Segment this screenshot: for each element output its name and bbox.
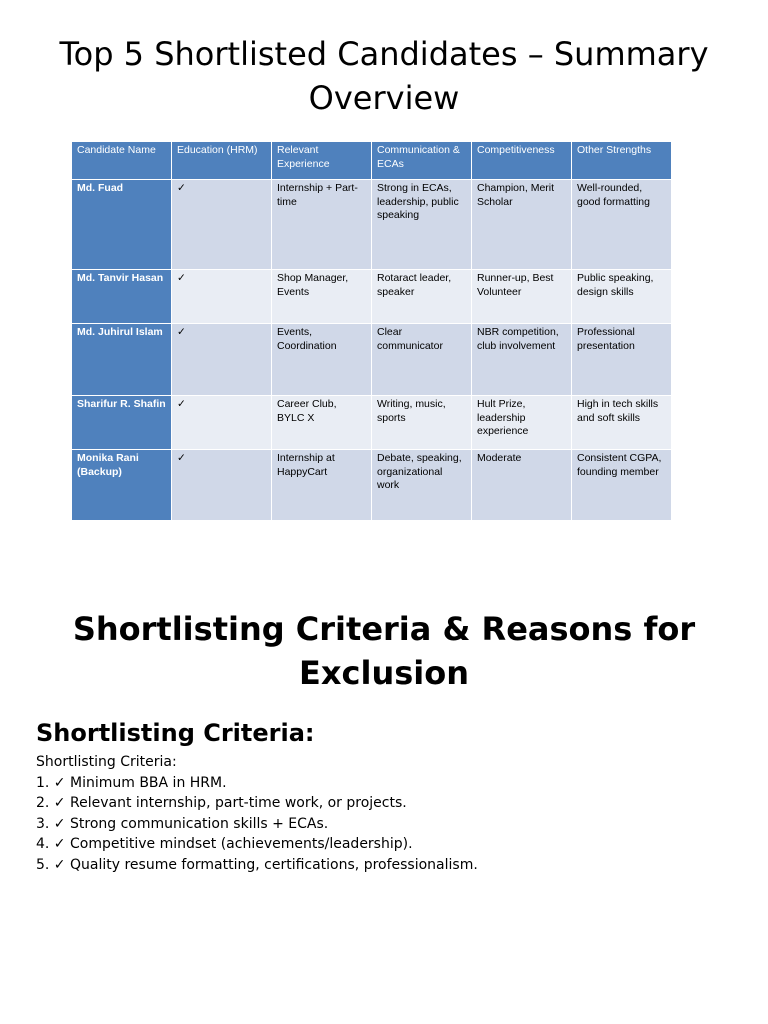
- candidate-name: Md. Juhirul Islam: [72, 324, 172, 396]
- competitiveness-cell: Champion, Merit Scholar: [472, 180, 572, 270]
- communication-cell: Debate, speaking, organizational work: [372, 450, 472, 521]
- strengths-cell: Consistent CGPA, founding member: [572, 450, 672, 521]
- list-item: 1. ✓ Minimum BBA in HRM.: [36, 774, 227, 791]
- strengths-cell: Public speaking, design skills: [572, 270, 672, 324]
- list-item: 3. ✓ Strong communication skills + ECAs.: [36, 815, 329, 832]
- slide-title: Top 5 Shortlisted Candidates – Summary Overview: [59, 35, 709, 117]
- experience-cell: Events, Coordination: [272, 324, 372, 396]
- strengths-cell: Well-rounded, good formatting: [572, 180, 672, 270]
- candidate-name: Md. Tanvir Hasan: [72, 270, 172, 324]
- communication-cell: Rotaract leader, speaker: [372, 270, 472, 324]
- table-row: [72, 270, 672, 324]
- list-item: 5. ✓ Quality resume formatting, certifications, professionalism.: [36, 856, 478, 873]
- header-experience: Relevant Experience: [272, 142, 372, 180]
- criteria-heading: Shortlisting Criteria:: [36, 719, 315, 747]
- experience-cell: Shop Manager, Events: [272, 270, 372, 324]
- header-other-strengths: Other Strengths: [572, 142, 672, 180]
- section-title: Shortlisting Criteria & Reasons for Exclusion: [72, 610, 696, 692]
- table-row: [72, 180, 672, 270]
- table-row: [72, 450, 672, 521]
- table-row: [72, 396, 672, 450]
- competitiveness-cell: Hult Prize, leadership experience: [472, 396, 572, 450]
- table-row: [72, 324, 672, 396]
- header-competitiveness: Competitiveness: [472, 142, 572, 180]
- strengths-cell: High in tech skills and soft skills: [572, 396, 672, 450]
- competitiveness-cell: NBR competition, club involvement: [472, 324, 572, 396]
- experience-cell: Internship + Part-time: [272, 180, 372, 270]
- communication-cell: Writing, music, sports: [372, 396, 472, 450]
- experience-cell: Internship at HappyCart: [272, 450, 372, 521]
- communication-cell: Strong in ECAs, leadership, public speaking: [372, 180, 472, 270]
- candidates-table: [71, 141, 672, 521]
- list-item: 2. ✓ Relevant internship, part-time work, or projects.: [36, 795, 407, 811]
- strengths-cell: Professional presentation: [572, 324, 672, 396]
- candidate-name: Md. Fuad: [72, 180, 172, 270]
- education-check: ✓: [172, 450, 272, 521]
- communication-cell: Clear communicator: [372, 324, 472, 396]
- experience-cell: Career Club, BYLC X: [272, 396, 372, 450]
- criteria-intro: Shortlisting Criteria:: [36, 754, 177, 770]
- criteria-list: [36, 752, 736, 875]
- education-check: ✓: [172, 396, 272, 450]
- header-candidate-name: Candidate Name: [72, 142, 172, 180]
- header-communication: Communication & ECAs: [372, 142, 472, 180]
- list-item: 4. ✓ Competitive mindset (achievements/leadership).: [36, 836, 413, 852]
- candidate-name: Sharifur R. Shafin: [72, 396, 172, 450]
- education-check: ✓: [172, 270, 272, 324]
- education-check: ✓: [172, 324, 272, 396]
- candidate-name: Monika Rani (Backup): [72, 450, 172, 521]
- competitiveness-cell: Moderate: [472, 450, 572, 521]
- header-education: Education (HRM): [172, 142, 272, 180]
- competitiveness-cell: Runner-up, Best Volunteer: [472, 270, 572, 324]
- table-header-row: [72, 142, 672, 180]
- education-check: ✓: [172, 180, 272, 270]
